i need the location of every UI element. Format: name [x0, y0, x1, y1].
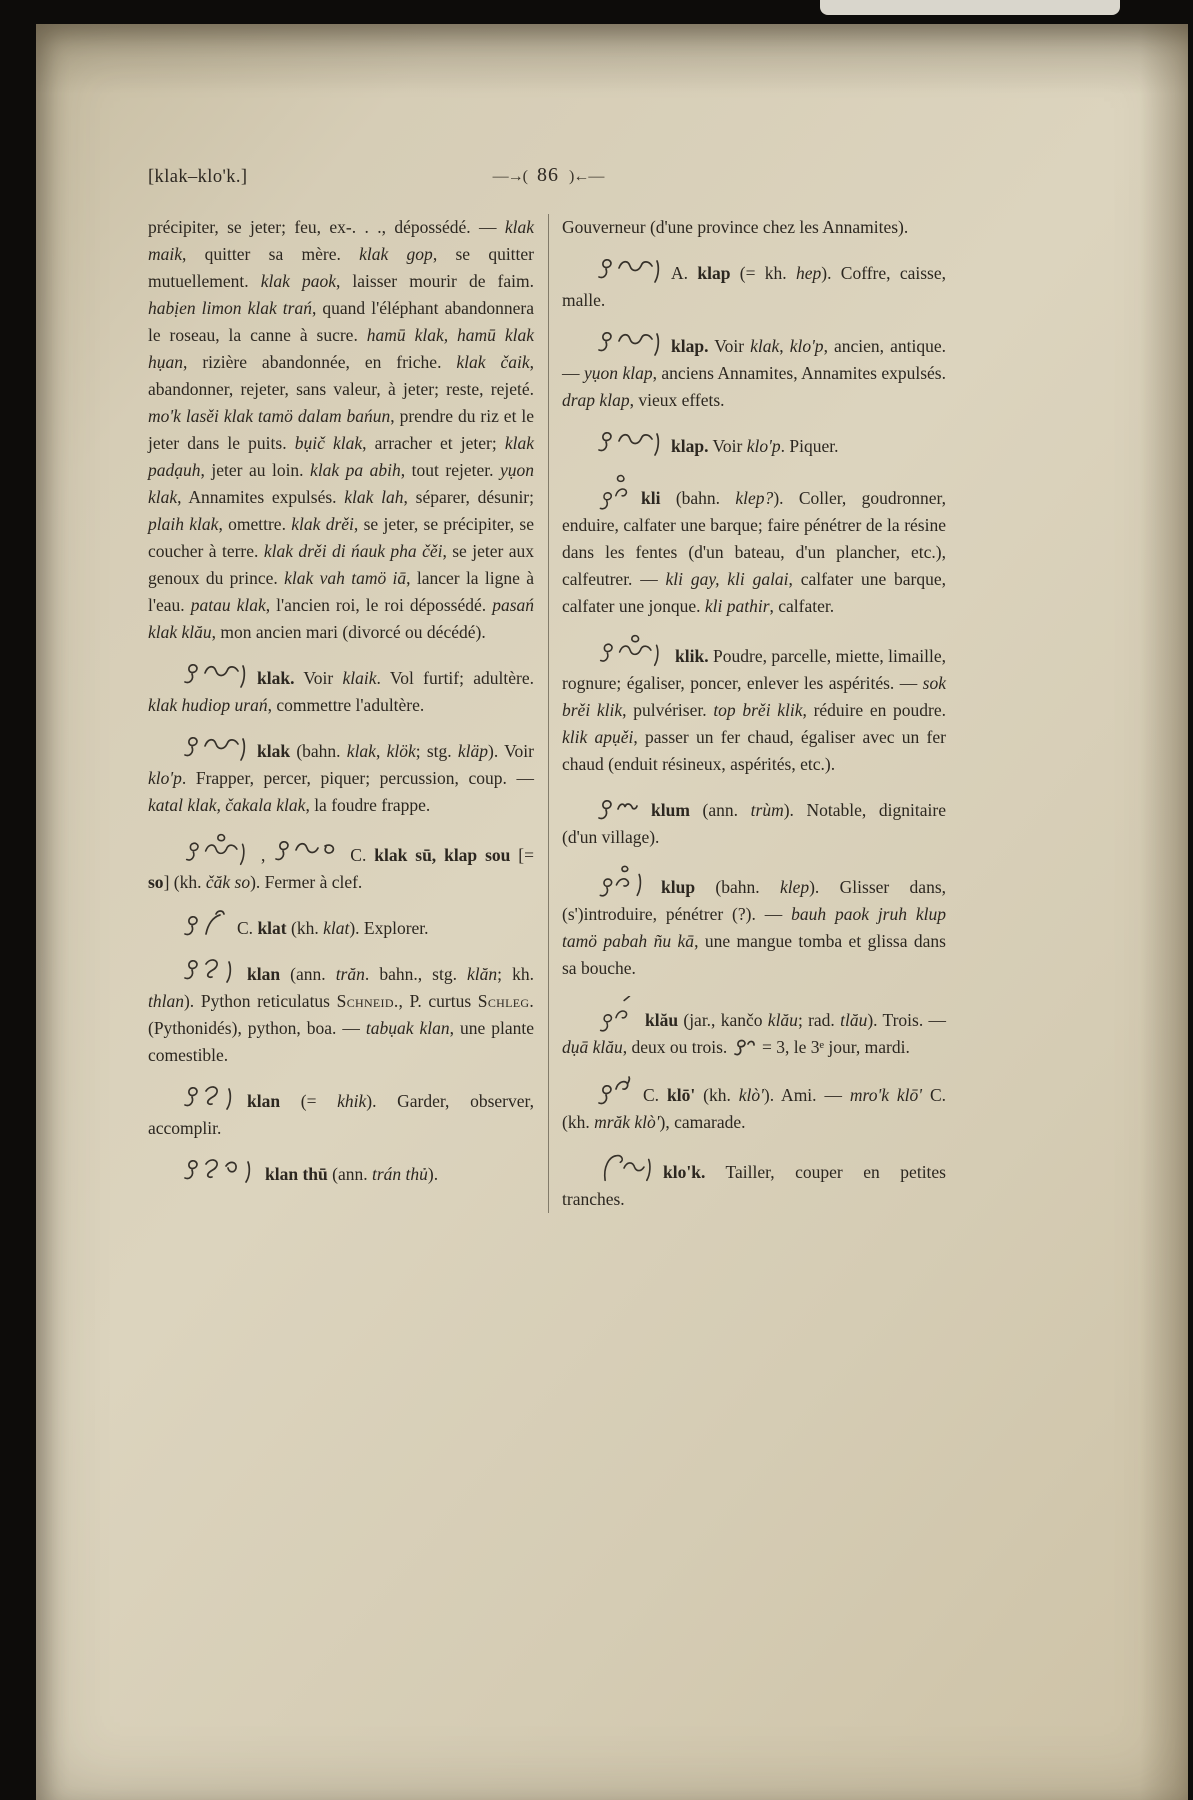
cham-glyph-icon [734, 1037, 756, 1057]
scan-edge-highlight [820, 0, 1120, 15]
dictionary-entry: klan (= khik). Garder, observer, accomplir. [148, 1083, 534, 1142]
cham-glyph-icon [596, 865, 652, 901]
dictionary-entry: klău (jar., kančo klău; rad. tlău). Trois. — dụā klău, deux ou trois. = 3, le 3ᵉ jour, mardi. [562, 996, 946, 1061]
cham-glyph-icon [273, 837, 341, 869]
continuation-paragraph: Gouverneur (d'une province chez les Annamites). [562, 217, 909, 237]
dictionary-entry: , C. klak sū, klap sou [= so] (kh. čăk so). Fermer à clef. [148, 833, 534, 896]
continuation-paragraph: précipiter, se jeter; feu, ex-. . ., dépossédé. — klak maik, quitter sa mère. klak gop, se quitter mutuellement. klak paok, laisser mourir de faim. habịen limon klak trań, quand l'éléphant abandonnera le roseau, la canne à sucre. hamū klak, hamū klak hụan, rizière abandonnée, en friche. klak čaik, abandonner, rejeter, sans valeur, à jeter; reste, rejeté. mo'k lasěi klak tamö dalam bańun, prendre du riz et le jeter dans le puits. bụič klak, arracher et jeter; klak padạuh, jeter au loin. klak pa abih, tout rejeter. yụon klak, Annamites expulsés. klak lah, séparer, désunir; plaih klak, omettre. klak drěi, se jeter, se précipiter, se coucher à terre. klak drěi di ńauk pha čěi, se jeter aux genoux du prince. klak vah tamö iā, lancer la ligne à l'eau. patau klak, l'ancien roi, le roi dépossédé. pasań klak klău, mon ancien mari (divorcé ou décédé). [148, 217, 535, 642]
dictionary-entry: klum (ann. trùm). Notable, dignitaire (d'un village). [562, 792, 946, 851]
cham-glyph-icon [596, 792, 642, 824]
cham-glyph-icon [182, 956, 238, 988]
cham-glyph-icon [596, 328, 662, 360]
glyph-separator: , [261, 845, 274, 865]
cham-glyph-icon [596, 255, 662, 287]
cham-glyph-icon [182, 910, 228, 942]
cham-glyph-icon [182, 1083, 238, 1115]
dictionary-entry: klan (ann. trăn. bahn., stg. klăn; kh. thlan). Python reticulatus Schneid., P. curtus Schleg. (Pythonidés), python, boa. — tabụak klan, une plante comestible. [148, 956, 534, 1069]
cham-glyph-icon [182, 1156, 256, 1188]
cham-glyph-icon [182, 833, 252, 869]
cham-glyph-icon [596, 428, 662, 460]
dictionary-entry: A. klap (= kh. hep). Coffre, caisse, malle. [562, 255, 946, 314]
dictionary-entry: klik. Poudre, parcelle, miette, limaille, rognure; égaliser, poncer, enlever les aspérités. — sok brěi klik, pulvériser. top brěi klik, réduire en poudre. klik apụěi, passer un fer chaud, égaliser avec un fer chaud (enduit résineux, aspérités, etc.). [562, 634, 946, 778]
dictionary-entry: klap. Voir klo'p. Piquer. [562, 428, 946, 460]
page-number: 86 [537, 164, 559, 186]
dictionary-entry: C. klō' (kh. klò'). Ami. — mro'k klō' C. (kh. mrăk klò'), camarade. [562, 1075, 946, 1136]
cham-glyph-icon [182, 733, 248, 765]
dictionary-entry: klak (bahn. klak, klök; stg. kläp). Voir klo'p. Frapper, percer, piquer; percussion, coup. — katal klak, čakala klak, la foudre frappe. [148, 733, 534, 819]
cham-glyph-icon [596, 1150, 654, 1186]
ornament-left-icon: —→( [492, 168, 527, 185]
page-number-line [148, 162, 948, 190]
dictionary-entry: klak. Voir klaik. Vol furtif; adultère. klak hudiop urań, commettre l'adultère. [148, 660, 534, 719]
cham-glyph-icon [596, 996, 636, 1034]
dictionary-entry: kli (bahn. klep?). Coller, goudronner, enduire, calfater une barque; faire pénétrer de la résine dans les fentes (d'un bateau, d'un plancher, etc.), calfeutrer. — kli gay, kli galai, calfater une barque, calfater une jonque. kli pathir, calfater. [562, 474, 946, 620]
ornament-right-icon: )←— [569, 168, 604, 185]
dictionary-entry: C. klat (kh. klat). Explorer. [148, 910, 534, 942]
cham-glyph-icon [182, 660, 248, 692]
scan-page [36, 24, 1188, 1800]
dictionary-entry: klo'k. Tailler, couper en petites tranches. [562, 1150, 946, 1213]
dictionary-entry: klap. Voir klak, klo'p, ancien, antique. — yụon klap, anciens Annamites, Annamites expulsés. drap klap, vieux effets. [562, 328, 946, 414]
page-header [148, 160, 948, 206]
dictionary-entry: klup (bahn. klep). Glisser dans, (s')introduire, pénétrer (?). — bauh paok jruh klup tamö pabah ñu kā, une mangue tomba et glissa dans sa bouche. [562, 865, 946, 982]
dictionary-entry: klan thū (ann. trán thủ). [148, 1156, 534, 1188]
cham-glyph-icon [596, 474, 632, 512]
two-column-text [148, 214, 948, 1213]
left-column [148, 214, 534, 1188]
right-column [548, 214, 946, 1213]
cham-glyph-icon [596, 1075, 634, 1109]
header-range: [klak–klo'k.] [148, 167, 248, 187]
page-content [148, 160, 948, 1213]
cham-glyph-icon [596, 634, 666, 670]
